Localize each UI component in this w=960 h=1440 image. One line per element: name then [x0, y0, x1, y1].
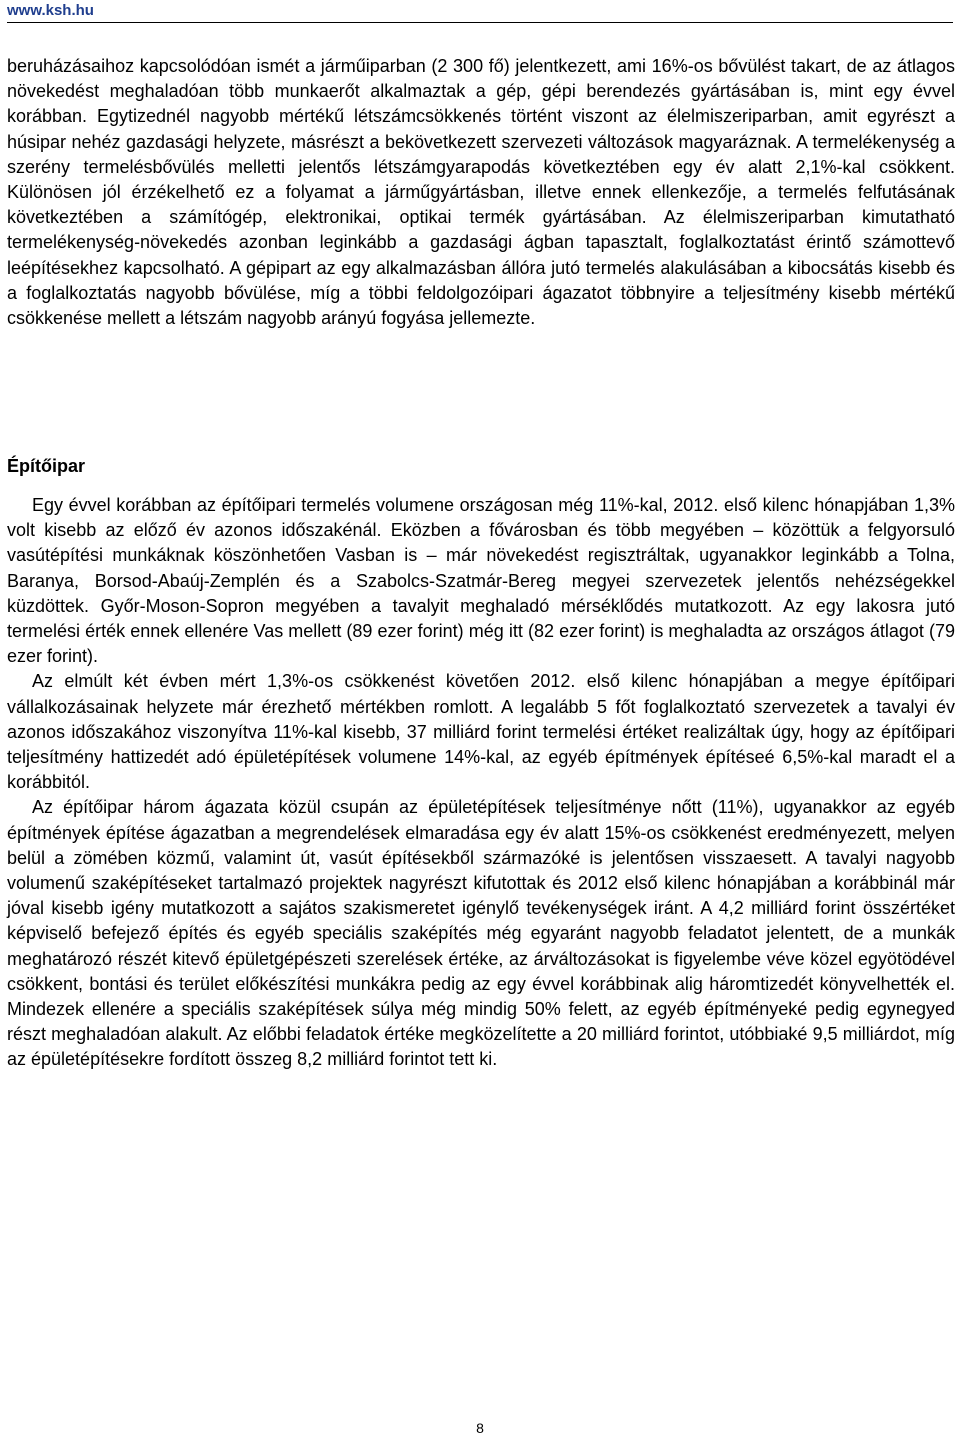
section-body: [7, 493, 955, 1073]
intro-paragraph: beruházásaihoz kapcsolódóan ismét a járműiparban (2 300 fő) jelentkezett, ami 16%-os bővülést takart, de az átlagos növekedést meghaladóan több munkaerőt alkalmaztak a gép, gépi berendezés gyártásában is, mint egy évvel korábban. Egytizednél nagyobb mértékű létszámcsökkenés történt viszont az élelmiszeriparban, amit egyrészt a húsipar nehéz gazdasági helyzete, másrészt a bekövetkezett szervezeti változások magyaráznak. A termelékenység a szerény termelésbővülés melletti jelentős létszámgyarapodás következtében egy év alatt 2,1%-kal csökkent. Különösen jól érzékelhető ez a folyamat a járműgyártásban, illetve ennek ellenkezője, a termelés felfutásának következtében a számítógép, elektronikai, optikai termék gyártásában. Az élelmiszeriparban kimutatható termelékenység-növekedés azonban leginkább a gazdasági ágban tapasztalt, foglalkoztatást érintő számottevő leépítésekhez kapcsolható. A gépipart az egy alkalmazásban állóra jutó termelés alakulásában a kibocsátás kisebb és a foglalkoztatás nagyobb bővülése, míg a többi feldolgozóipari ágazatot többnyire a teljesítmény kisebb mértékű csökkenése mellett a létszám nagyobb arányú fogyása jellemezte.: [7, 56, 955, 329]
section-title: Építőipar: [7, 456, 86, 476]
page-number: 8: [476, 1420, 484, 1436]
section-paragraph-1: Egy évvel korábban az építőipari termelés volumene országosan még 11%-kal, 2012. első kilenc hónapjában 1,3% volt kisebb az előző év azonos időszakénál. Eközben a fővárosban és több megyében – közöttük a felgyorsuló vasútépítési munkáknak köszönhetően Vasban is – már növekedést regisztráltak, ugyanakkor leginkább a Tolna, Baranya, Borsod-Abaúj-Zemplén és a Szabolcs-Szatmár-Bereg megyei szervezetek jelentős nehézségekkel küzdöttek. Győr-Moson-Sopron megyében a tavalyit meghaladó mérséklődés mutatkozott. Az egy lakosra jutó termelési érték ennek ellenére Vas mellett (89 ezer forint) még itt (82 ezer forint) is meghaladta az országos átlagot (79 ezer forint).: [7, 495, 955, 667]
intro-text: [7, 54, 955, 331]
header-divider: [7, 22, 953, 23]
site-header: www.ksh.hu: [7, 2, 94, 19]
section-paragraph-2: Az elmúlt két évben mért 1,3%-os csökkenést követően 2012. első kilenc hónapjában a megye építőipari vállalkozásainak helyzete már érezhető mértékben romlott. A legalább 5 főt foglalkoztató szervezetek a tavalyi év azonos időszakához viszonyítva 11%-kal kisebb, 37 milliárd forint termelési értéket realizáltak úgy, hogy az építőipari teljesítmény hattizedét adó épületépítések volumene 14%-kal, az egyéb építmények építéseé 6,5%-kal maradt el a korábbitól.: [7, 671, 955, 793]
section-paragraph-3: Az építőipar három ágazata közül csupán az épületépítések teljesítménye nőtt (11%), ugyanakkor az egyéb építmények építése ágazatban a megrendelések elmaradása egy év alatt 15%-os csökkenést eredményezett, melyen belül a zömében közmű, valamint út, vasút építésekből származóké is jelentősen visszaesett. A tavalyi nagyobb volumenű szaképítéseket tartalmazó projektek nagyrészt kifutottak és 2012 első kilenc hónapjában a korábbinál már jóval kisebb igény mutatkozott a sajátos szakismeretet igénylő tevékenységek iránt. A 4,2 milliárd forint összértéket képviselő befejező építés és egyéb speciális szaképítés még egyaránt nagyobb feladatot jelentett, de a munkák meghatározó részét kitevő épületgépészeti szerelések értéke, az árváltozásokat is figyelembe véve közel egyötödével csökkent, bontási és terület előkészítési munkákra pedig az egy évvel korábbinak alig háromtizedét könyvelhették el. Mindezek ellenére a speciális szaképítések súlya még mindig 50% felett, az egyéb építményeké pedig egynegyed részt meghaladóan alakult. Az előbbi feladatok értéke megközelítette a 20 milliárd forintot, utóbbiaké 9,5 milliárdot, míg az épületépítésekre fordított összeg 8,2 milliárd forintot tett ki.: [7, 797, 955, 1070]
